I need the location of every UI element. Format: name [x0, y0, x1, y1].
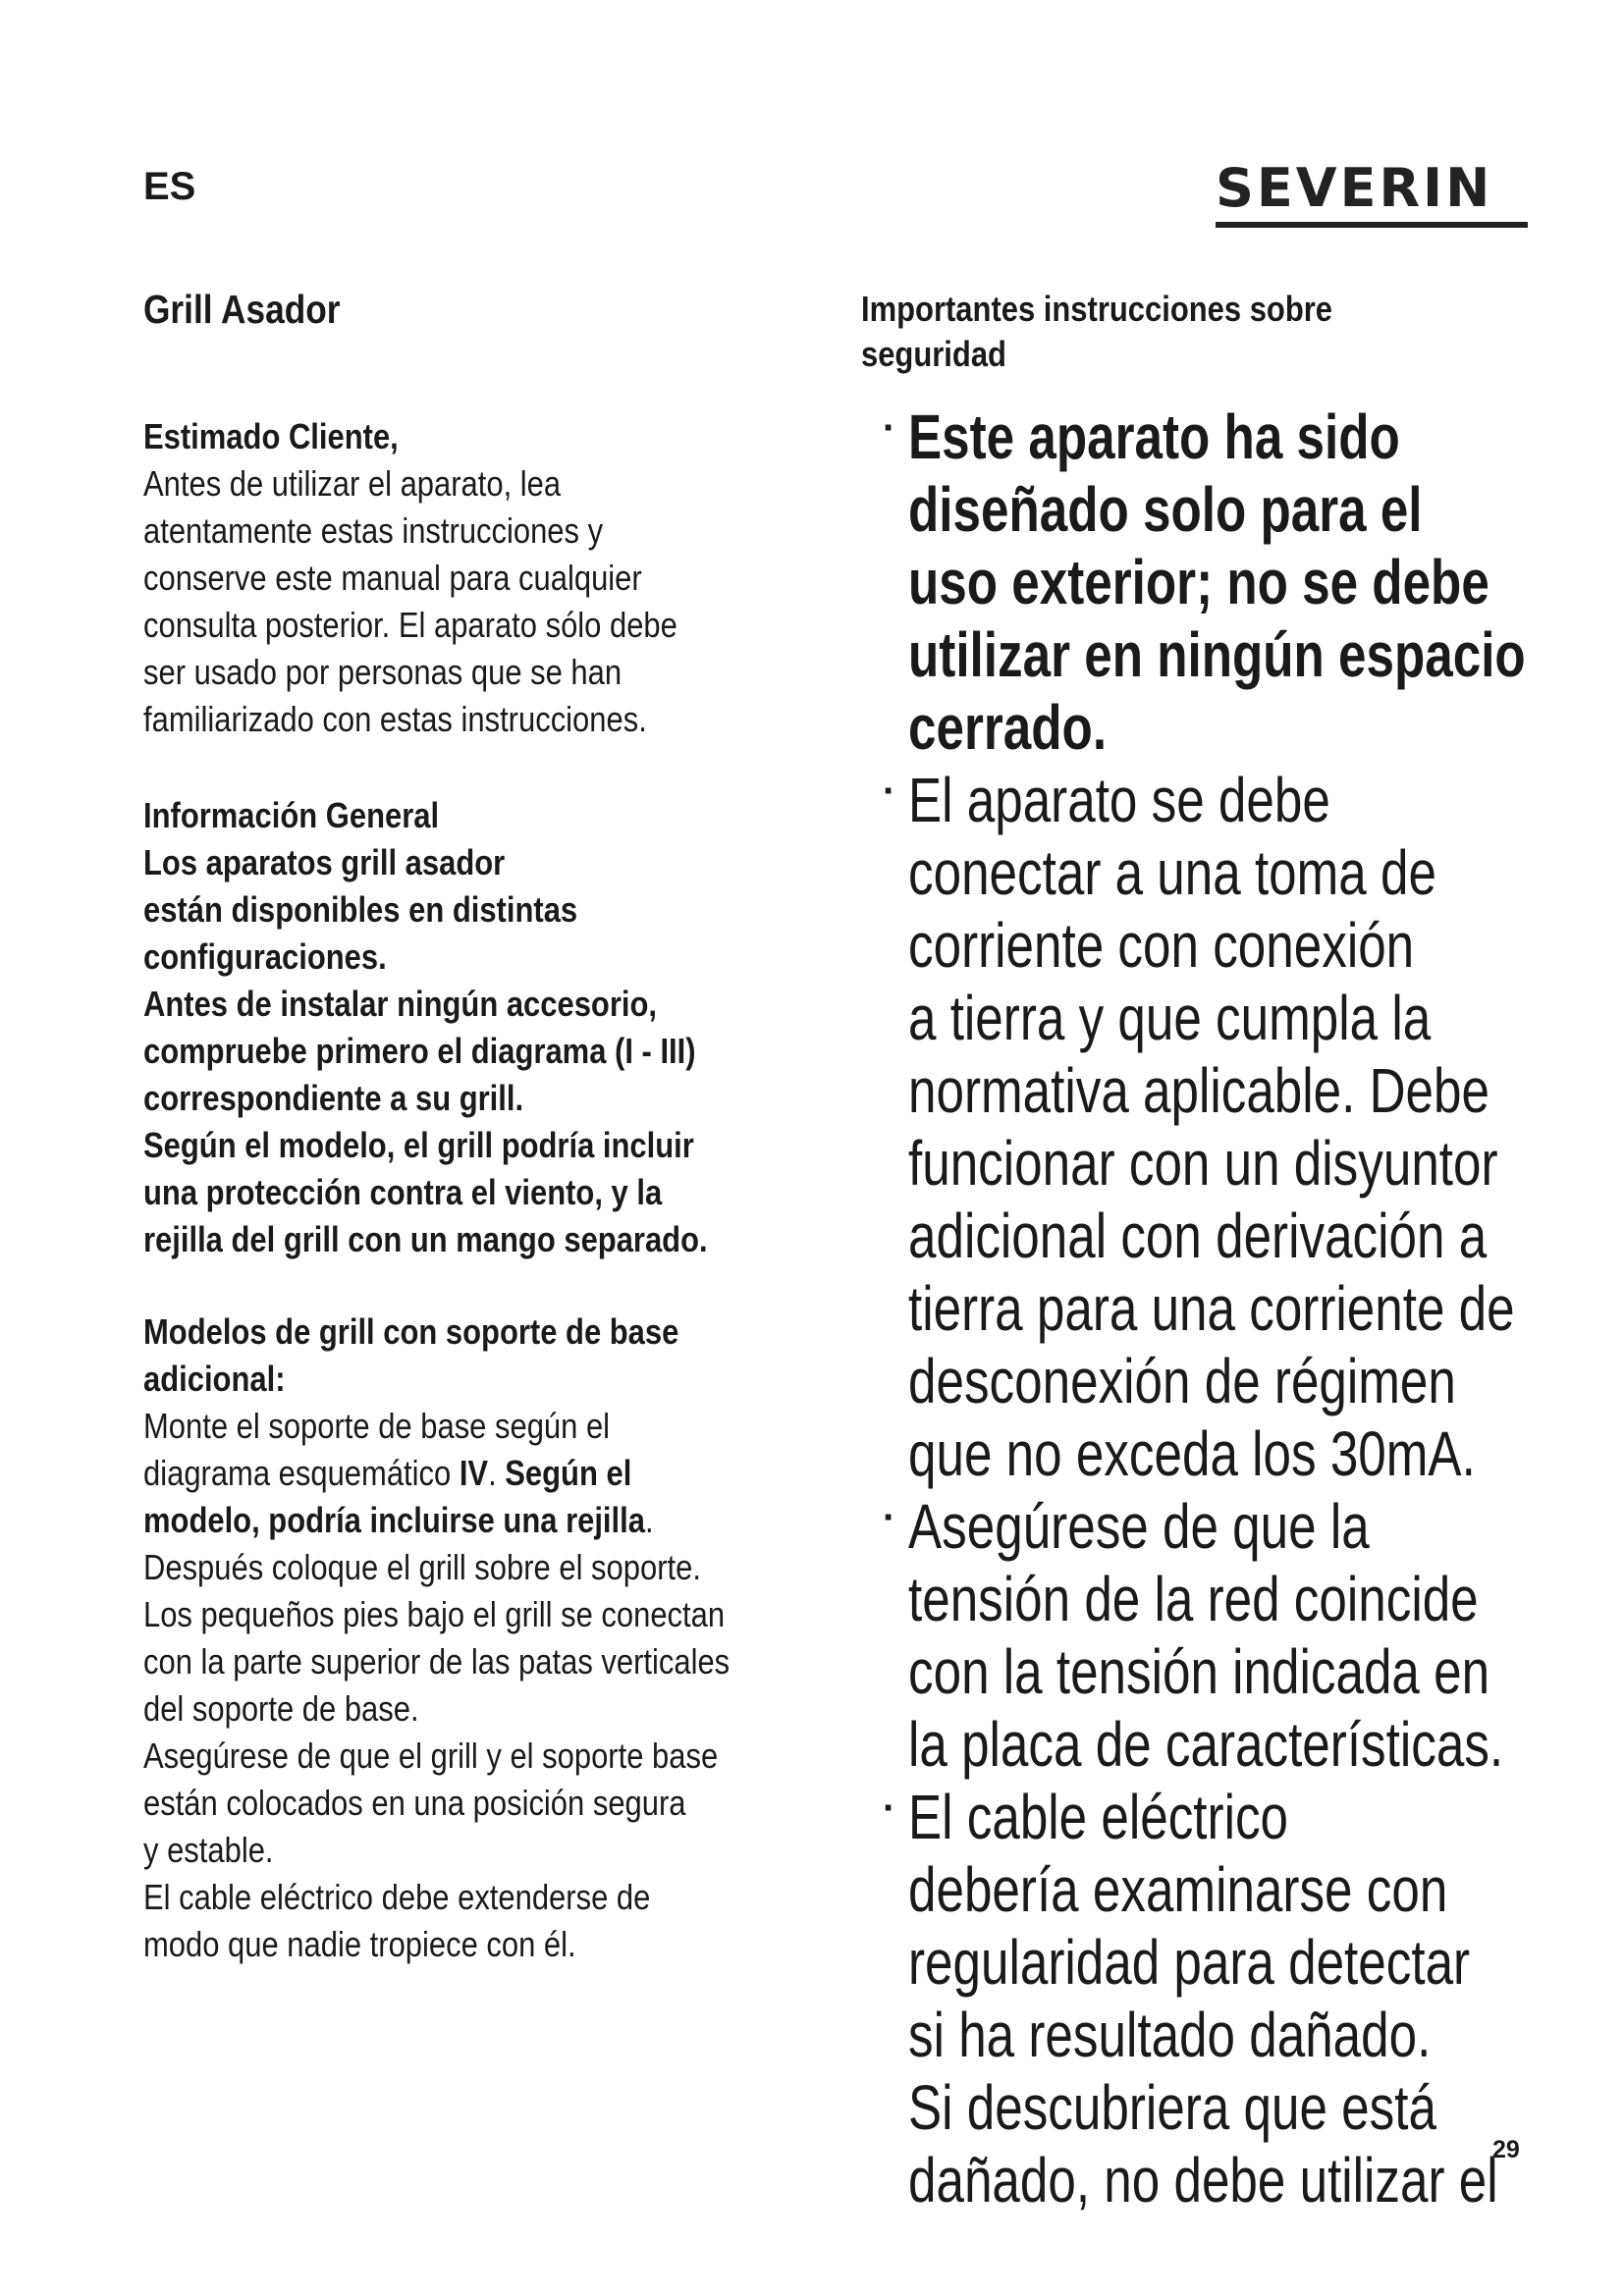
intro-line: atentamente estas instrucciones y — [143, 510, 604, 551]
right-column — [861, 287, 1548, 2216]
general-info-line: una protección contra el viento, y la — [143, 1172, 663, 1212]
models-text: . — [644, 1500, 654, 1540]
safety-line: tensión de la red coincide — [908, 1564, 1479, 1634]
page-number: 29 — [1492, 2136, 1520, 2163]
models-text: . — [488, 1453, 506, 1493]
diagram-ref: IV — [459, 1453, 489, 1493]
general-info-line: rejilla del grill con un mango separado. — [143, 1219, 708, 1259]
general-info-heading: Información General — [143, 795, 440, 835]
safety-line: normativa aplicable. Debe — [908, 1055, 1489, 1126]
safety-line: diseñado solo para el — [908, 474, 1423, 545]
models-emphasis: modelo, podría incluirse una rejilla — [143, 1500, 645, 1540]
safety-line: cerrado. — [908, 692, 1108, 763]
safety-line: Este aparato ha sido — [908, 401, 1400, 472]
safety-line: dañado, no debe utilizar el — [908, 2145, 1498, 2216]
bullet-marker: · — [883, 1496, 896, 1539]
safety-line: si ha resultado dañado. — [908, 2000, 1432, 2070]
models-line: y estable. — [143, 1830, 274, 1870]
models-line: del soporte de base. — [143, 1688, 419, 1729]
safety-line: la placa de características. — [908, 1709, 1504, 1780]
safety-line: El aparato se debe — [908, 765, 1330, 835]
general-info-line: compruebe primero el diagrama (I - III) — [143, 1031, 696, 1071]
safety-item — [861, 400, 1548, 764]
safety-line: uso exterior; no se debe — [908, 547, 1489, 617]
bullet-marker: · — [883, 770, 896, 813]
safety-line: desconexión de régimen — [908, 1346, 1456, 1416]
intro-section — [143, 413, 831, 743]
models-emphasis: Según el — [505, 1453, 632, 1493]
general-info-line: están disponibles en distintas — [143, 889, 578, 930]
safety-line: a tierra y que cumpla la — [908, 983, 1432, 1053]
bullet-marker: · — [883, 406, 896, 450]
safety-line: corriente con conexión — [908, 910, 1415, 981]
bullet-marker: · — [883, 1787, 896, 1830]
safety-line: tierra para una corriente de — [908, 1273, 1515, 1344]
language-code: ES — [143, 165, 196, 208]
general-info-line: Antes de instalar ningún accesorio, — [143, 984, 658, 1024]
safety-line: con la tensión indicada en — [908, 1636, 1490, 1707]
models-line: Monte el soporte de base según el — [143, 1406, 611, 1446]
safety-heading: Importantes instrucciones sobre — [861, 289, 1333, 329]
safety-line: regularidad para detectar — [908, 1927, 1471, 1998]
general-info-line: Los aparatos grill asador — [143, 842, 506, 882]
models-heading: adicional: — [143, 1359, 286, 1399]
left-column — [143, 287, 831, 1968]
models-section — [143, 1308, 831, 1968]
safety-item — [861, 1490, 1548, 1781]
brand-logo-text: SEVERIN — [1216, 157, 1493, 219]
models-line: Asegúrese de que el grill y el soporte base — [143, 1735, 719, 1776]
intro-line: conserve este manual para cualquier — [143, 558, 642, 598]
models-text: diagrama esquemático — [143, 1453, 460, 1493]
models-line: El cable eléctrico debe extenderse de — [143, 1877, 651, 1917]
intro-line: ser usado por personas que se han — [143, 652, 623, 692]
safety-line: Asegúrese de que la — [908, 1491, 1370, 1562]
brand-logo — [1216, 159, 1528, 228]
general-info-line: Según el modelo, el grill podría incluir — [143, 1125, 694, 1165]
intro-line: familiarizado con estas instrucciones. — [143, 699, 647, 739]
models-line: Los pequeños pies bajo el grill se conectan — [143, 1594, 726, 1634]
safety-line: que no exceda los 30mA. — [908, 1418, 1476, 1489]
safety-line: adicional con derivación a — [908, 1201, 1488, 1271]
models-line: modo que nadie tropiece con él. — [143, 1924, 576, 1964]
safety-line: conectar a una toma de — [908, 837, 1436, 908]
safety-item — [861, 764, 1548, 1490]
models-heading: Modelos de grill con soporte de base — [143, 1311, 679, 1352]
general-info-section — [143, 792, 831, 1263]
document-title: Grill Asador — [143, 287, 341, 332]
safety-line: debería examinarse con — [908, 1854, 1448, 1925]
models-line: con la parte superior de las patas verticales — [143, 1641, 731, 1682]
brand-logo-underline — [1216, 222, 1528, 228]
models-line — [143, 1450, 734, 1497]
safety-item — [861, 1781, 1548, 2216]
intro-line: Antes de utilizar el aparato, lea — [143, 463, 562, 504]
safety-line: El cable eléctrico — [908, 1782, 1289, 1852]
safety-line: funcionar con un disyuntor — [908, 1128, 1498, 1199]
safety-line: utilizar en ningún espacio — [908, 619, 1526, 690]
greeting-heading: Estimado Cliente, — [143, 416, 399, 456]
models-line: Después coloque el grill sobre el soporte. — [143, 1547, 701, 1587]
intro-line: consulta posterior. El aparato sólo debe — [143, 605, 677, 645]
models-line: están colocados en una posición segura — [143, 1783, 686, 1823]
models-line — [143, 1497, 734, 1544]
safety-heading: seguridad — [861, 334, 1006, 374]
general-info-line: configuraciones. — [143, 936, 387, 977]
general-info-line: correspondiente a su grill. — [143, 1078, 524, 1118]
safety-line: Si descubriera que está — [908, 2072, 1436, 2143]
